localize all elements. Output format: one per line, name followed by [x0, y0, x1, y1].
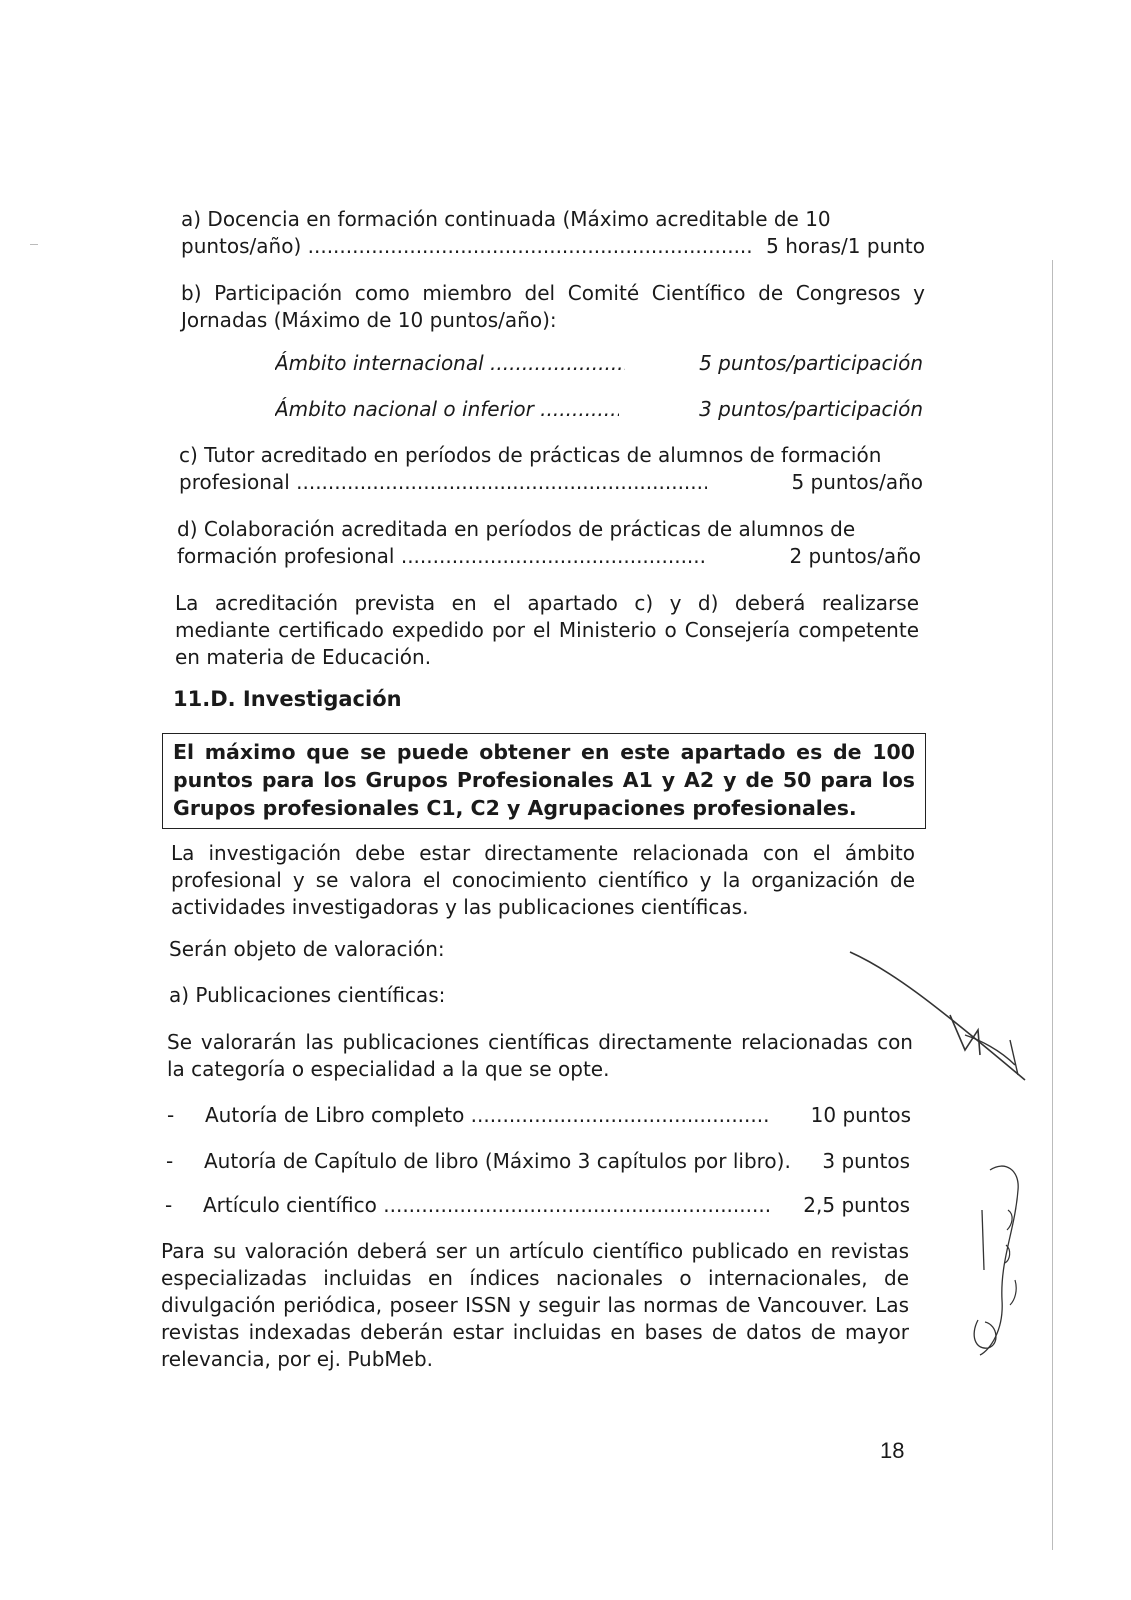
item-c-row: [179, 469, 923, 496]
scan-edge-line: [1052, 260, 1053, 1550]
final-paragraph: Para su valoración deberá ser un artículo científico publicado en revistas especializadas incluidas en índices nacionales o internacionales, de divulgación periódica, poseer ISSN y seguir las normas de Vancouver. Las revistas indexadas deberán estar incluidas en bases de datos de mayor relevancia, por ej. PubMeb.: [161, 1239, 909, 1371]
item-b-sub2-value: 3 puntos/participación: [699, 397, 923, 421]
item-b-sub1-value: 5 puntos/participación: [699, 351, 923, 375]
item-b-sub1: [275, 350, 923, 377]
list-item: [167, 1102, 911, 1129]
scan-speck: [30, 244, 38, 245]
item-d-value: 2 puntos/año: [789, 544, 921, 568]
item-c-value: 5 puntos/año: [791, 470, 923, 494]
item-b-sub1-label: Ámbito internacional .....: [275, 350, 625, 377]
list-item-label: Autoría de Capítulo de libro (Máximo 3 capítulos por libro).: [204, 1149, 791, 1173]
item-a-value: 5 horas/1 punto: [766, 234, 925, 258]
page-number: 18: [880, 1438, 905, 1463]
item-c-text-line1: c) Tutor acreditado en períodos de prácticas de alumnos de formación: [179, 443, 882, 467]
initials-signature-mark: [840, 940, 1040, 1100]
item-c-text-line2: profesional .....: [179, 469, 707, 496]
item-a: [181, 206, 925, 260]
item-a-text-line2: puntos/año) .....: [181, 233, 752, 260]
objeto-valoracion: Serán objeto de valoración:: [169, 937, 445, 961]
list-item-value: 3 puntos: [822, 1149, 910, 1173]
item-a-row: [181, 233, 925, 260]
item-d-row: [177, 543, 921, 570]
list-item-label: Artículo científico .....: [203, 1192, 769, 1219]
investigacion-intro: La investigación debe estar directamente relacionada con el ámbito profesional y se valora el conocimiento científico y la organización de actividades investigadoras y las publicaciones científicas.: [171, 841, 915, 919]
list-dash: -: [167, 1103, 175, 1127]
item-d-text-line2: formación profesional .....: [177, 543, 705, 570]
section-heading: 11.D. Investigación: [173, 687, 402, 711]
list-item-value: 2,5 puntos: [803, 1193, 910, 1217]
list-item-value: 10 puntos: [810, 1103, 911, 1127]
sub-a-publicaciones: a) Publicaciones científicas:: [169, 983, 446, 1007]
vertical-signature-mark: [960, 1150, 1040, 1370]
list-dash: -: [166, 1149, 174, 1173]
valoran-paragraph: Se valorarán las publicaciones científicas directamente relacionadas con la categoría o especialidad a la que se opte.: [167, 1030, 913, 1081]
maximum-points-box: El máximo que se puede obtener en este apartado es de 100 puntos para los Grupos Profesionales A1 y A2 y de 50 para los Grupos profesionales C1, C2 y Agrupaciones profesionales.: [162, 733, 926, 829]
item-d: [177, 516, 921, 570]
list-item: [165, 1192, 910, 1219]
item-a-text-line1: a) Docencia en formación continuada (Máximo acreditable de 10: [181, 207, 831, 231]
list-dash: -: [165, 1193, 173, 1217]
acreditacion-paragraph: La acreditación prevista en el apartado c) y d) deberá realizarse mediante certificado expedido por el Ministerio o Consejería competente en materia de Educación.: [175, 591, 919, 669]
item-b-sub2: [275, 396, 923, 423]
item-c: [179, 442, 923, 496]
item-d-text-line1: d) Colaboración acreditada en períodos de prácticas de alumnos de: [177, 517, 856, 541]
list-item-label: Autoría de Libro completo .....: [205, 1102, 771, 1129]
list-item: [166, 1148, 910, 1175]
item-b-sub2-label: Ámbito nacional o inferior .....: [275, 396, 619, 423]
item-b-text: b) Participación como miembro del Comité Científico de Congresos y Jornadas (Máximo de 10 puntos/año):: [181, 281, 925, 332]
